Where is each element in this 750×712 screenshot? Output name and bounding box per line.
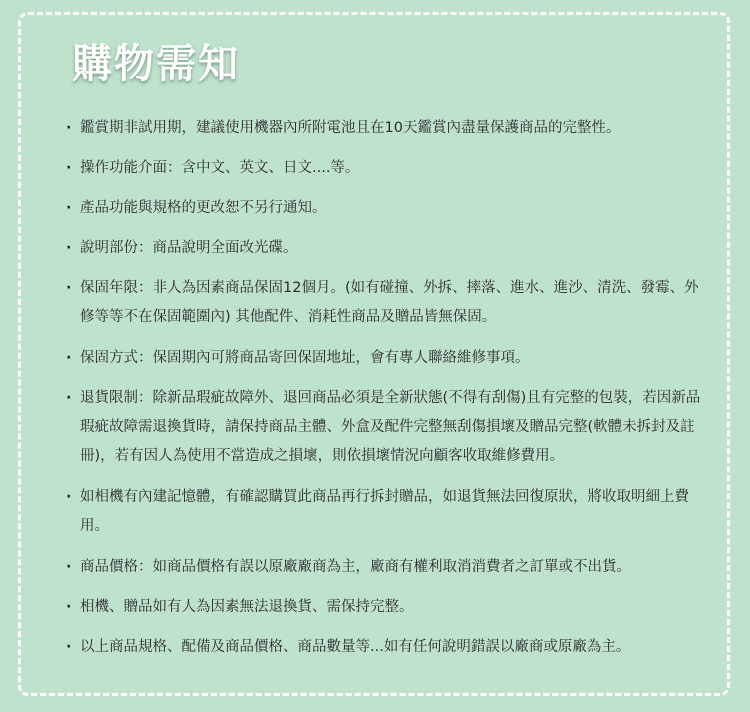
notice-item-warranty-period — [64, 274, 704, 332]
notice-list — [64, 114, 704, 673]
notice-text: 操作功能介面：含中文、英文、日文....等。 — [80, 160, 360, 176]
notice-text: 退貨限制：除新品瑕疵故障外、退回商品必須是全新狀態(不得有刮傷)且有完整的包裝，若因新品瑕疵故障需退換貨時，請保持商品主體、外盒及配件完整無刮傷損壞及贈品完整(軟體未拆封及註冊)，若有因人為使用不當造成之損壞，則依損壞情況向顧客收取維修費用。 — [80, 390, 701, 464]
page-title: 購物需知 — [72, 41, 240, 87]
notice-item-return-policy — [64, 384, 704, 471]
notice-item-spec-changes — [64, 194, 704, 223]
notice-text: 相機、贈品如有人為因素無法退換貨、需保持完整。 — [80, 599, 414, 615]
notice-text: 鑑賞期非試用期，建議使用機器內所附電池且在10天鑑賞內盡量保護商品的完整性。 — [80, 120, 621, 136]
notice-item-languages — [64, 154, 704, 183]
notice-item-manual — [64, 234, 704, 263]
notice-text: 保固年限：非人為因素商品保固12個月。(如有碰撞、外拆、摔落、進水、進沙、清洗、發霉、外修等等不在保固範圍內) 其他配件、消耗性商品及贈品皆無保固。 — [80, 280, 699, 325]
notice-item-disclaimer — [64, 633, 704, 662]
notice-text: 如相機有內建記憶體，有確認購買此商品再行拆封贈品，如退貨無法回復原狀，將收取明細上費用。 — [80, 489, 689, 534]
notice-item-gifts — [64, 593, 704, 622]
notice-item-pricing — [64, 553, 704, 582]
notice-text: 產品功能與規格的更改恕不另行通知。 — [80, 200, 327, 216]
notice-text: 商品價格：如商品價格有誤以原廠廠商為主，廠商有權利取消消費者之訂單或不出貨。 — [80, 559, 631, 575]
notice-text: 以上商品規格、配備及商品價格、商品數量等...如有任何說明錯誤以廠商或原廠為主。 — [80, 639, 631, 655]
notice-item-trial-period — [64, 114, 704, 143]
notice-item-built-in-memory — [64, 483, 704, 541]
notice-item-warranty-method — [64, 344, 704, 373]
notice-text: 保固方式：保固期內可將商品寄回保固地址，會有專人聯絡維修事項。 — [80, 350, 530, 366]
notice-text: 說明部份：商品說明全面改光碟。 — [80, 240, 298, 256]
